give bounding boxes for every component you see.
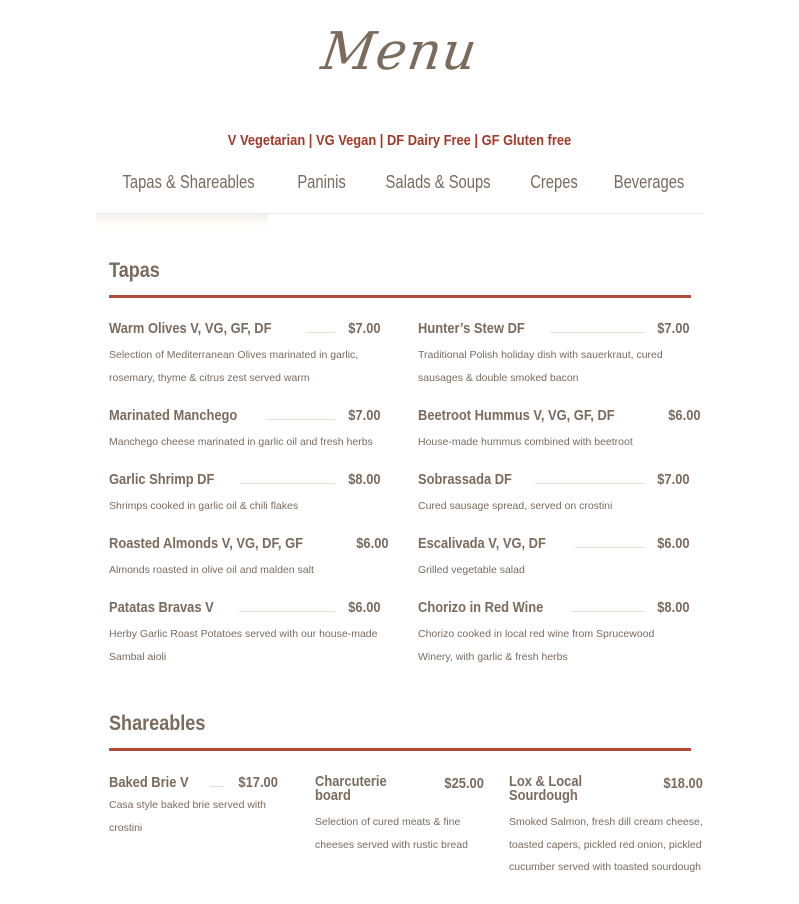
- item-name: Patatas Bravas V: [109, 598, 214, 616]
- item-name: Charcuterie board: [315, 773, 387, 804]
- tab-salads-soups[interactable]: Salads & Soups: [385, 172, 491, 192]
- item-description: House-made hummus combined with beetroot: [418, 436, 633, 448]
- menu-item: [109, 533, 389, 582]
- price-leader: [266, 419, 335, 420]
- item-price: $7.00: [348, 406, 381, 424]
- menu-item: [418, 469, 690, 518]
- menu-title: Menu: [317, 22, 482, 82]
- item-name: Sobrassada DF: [418, 470, 512, 488]
- price-leader: [550, 332, 644, 333]
- item-price: $6.00: [667, 406, 701, 424]
- item-name: Escalivada V, VG, DF: [418, 534, 546, 552]
- item-price: $25.00: [444, 775, 484, 792]
- item-description: Selection of Mediterranean Olives marinated in garlic, rosemary, thyme & citrus zest served warm: [109, 349, 359, 384]
- item-price: $8.00: [657, 598, 690, 616]
- item-price: $18.00: [663, 775, 703, 792]
- section-title-tapas: Tapas: [109, 259, 160, 282]
- menu-item: [109, 597, 381, 668]
- item-description: Chorizo cooked in local red wine from Sprucewood Winery, with garlic & fresh herbs: [418, 628, 655, 663]
- item-description: Almonds roasted in olive oil and malden salt: [109, 564, 314, 576]
- tab-tapas-shareables[interactable]: Tapas & Shareables: [122, 172, 255, 192]
- price-leader: [535, 483, 644, 484]
- item-name: Roasted Almonds V, VG, DF, GF: [109, 534, 304, 552]
- menu-item: [418, 597, 690, 668]
- item-price: $8.00: [348, 470, 381, 488]
- item-price: $17.00: [238, 773, 278, 791]
- item-description: Traditional Polish holiday dish with sauerkraut, cured sausages & double smoked bacon: [418, 349, 663, 384]
- item-description: Shrimps cooked in garlic oil & chili flakes: [109, 500, 299, 512]
- menu-item: [418, 533, 690, 582]
- menu-item: [509, 775, 703, 879]
- menu-item: [418, 405, 701, 454]
- dietary-legend: V Vegetarian | VG Vegan | DF Dairy Free | GF Gluten free: [227, 132, 572, 149]
- menu-item: [109, 469, 381, 518]
- menu-item: [418, 318, 690, 389]
- item-price: $7.00: [348, 319, 381, 337]
- item-name: Lox & Local Sourdough: [509, 773, 583, 804]
- price-leader: [240, 483, 336, 484]
- price-leader: [239, 611, 336, 612]
- item-price: $6.00: [657, 534, 690, 552]
- item-name: Beetroot Hummus V, VG, GF, DF: [418, 406, 615, 424]
- category-tabs: [96, 170, 704, 214]
- item-name: Marinated Manchego: [109, 406, 238, 424]
- item-price: $7.00: [657, 319, 690, 337]
- item-description: Smoked Salmon, fresh dill cream cheese, toasted capers, pickled red onion, pickled cucumber served with toasted sourdough: [509, 816, 703, 873]
- section-divider: [109, 748, 691, 751]
- tab-crepes[interactable]: Crepes: [530, 172, 578, 192]
- item-price: $6.00: [355, 534, 389, 552]
- menu-item: [315, 775, 484, 856]
- item-price: $7.00: [657, 470, 690, 488]
- item-description: Manchego cheese marinated in garlic oil and fresh herbs: [109, 436, 373, 448]
- price-leader: [572, 611, 645, 612]
- tab-paninis[interactable]: Paninis: [297, 172, 346, 192]
- tab-beverages[interactable]: Beverages: [614, 172, 685, 192]
- menu-item: [109, 772, 278, 839]
- item-description: Selection of cured meats & fine cheeses served with rustic bread: [315, 816, 468, 851]
- section-title-shareables: Shareables: [109, 712, 206, 735]
- item-description: Cured sausage spread, served on crostini: [418, 500, 613, 512]
- price-leader: [210, 786, 225, 787]
- menu-item: [109, 405, 381, 454]
- price-leader: [306, 332, 336, 333]
- item-name: Garlic Shrimp DF: [109, 470, 215, 488]
- item-name: Warm Olives V, VG, GF, DF: [109, 319, 272, 337]
- item-description: Casa style baked brie served with crostini: [109, 799, 266, 834]
- item-description: Herby Garlic Roast Potatoes served with our house-made Sambal aioli: [109, 628, 378, 663]
- active-tab-indicator: [96, 214, 268, 228]
- item-name: Hunter’s Stew DF: [418, 319, 525, 337]
- price-leader: [575, 547, 645, 548]
- section-divider: [109, 295, 691, 298]
- item-name: Chorizo in Red Wine: [418, 598, 544, 616]
- menu-item: [109, 318, 381, 389]
- item-name: Baked Brie V: [109, 773, 189, 791]
- item-price: $6.00: [348, 598, 381, 616]
- item-description: Grilled vegetable salad: [418, 564, 525, 576]
